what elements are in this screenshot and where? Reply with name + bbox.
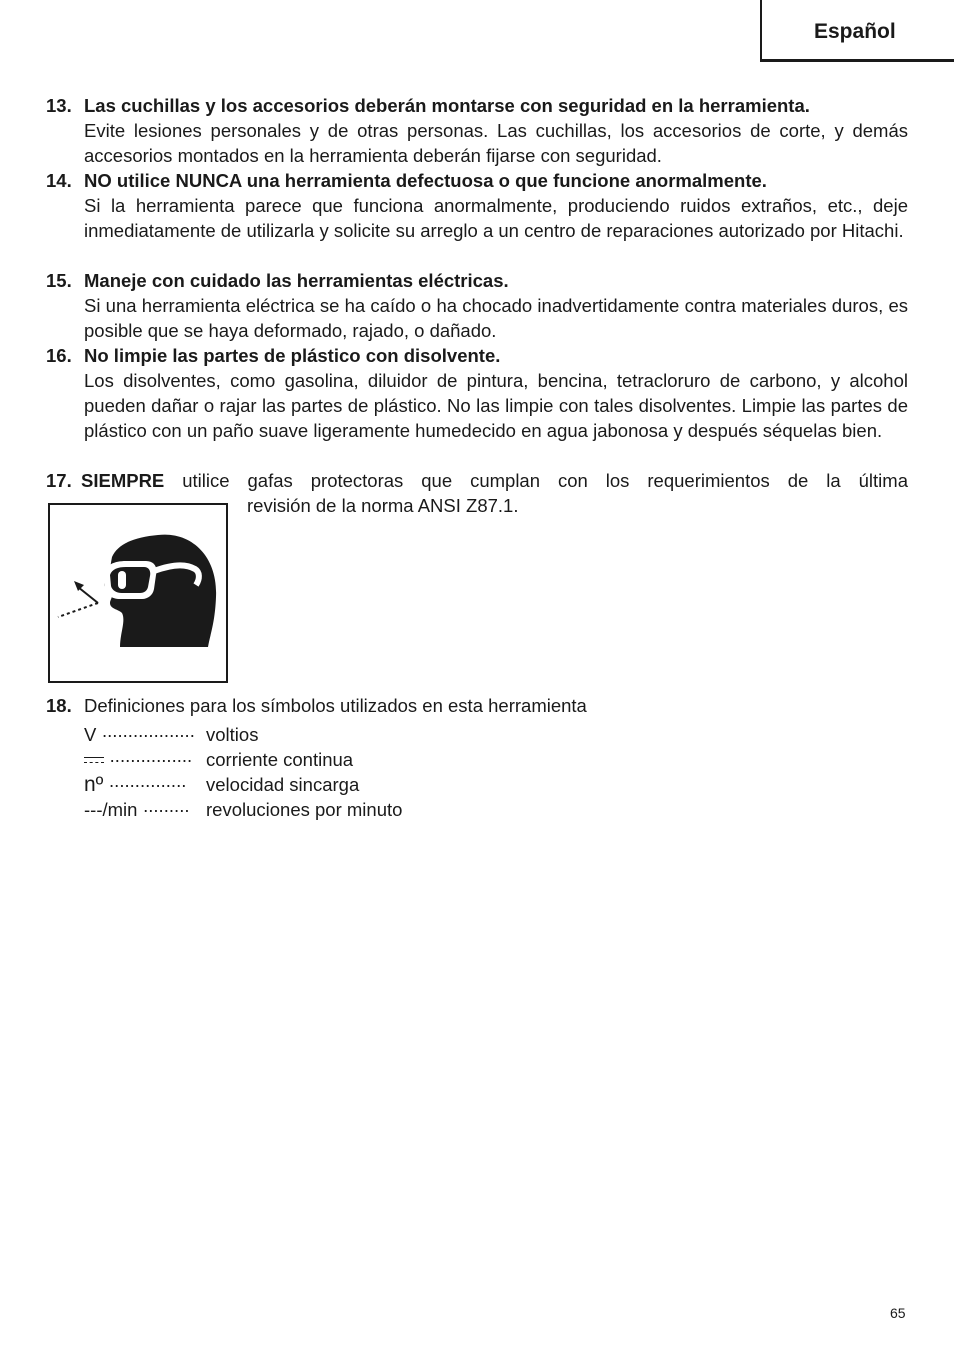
symbol-meaning: voltios <box>206 724 259 745</box>
item-title: Maneje con cuidado las herramientas eléctricas. <box>84 270 509 291</box>
safety-goggles-icon <box>48 503 228 683</box>
item-number: 16. <box>46 345 72 366</box>
item-number: 13. <box>46 95 72 116</box>
item-title: Las cuchillas y los accesorios deberán montarse con seguridad en la herramienta. <box>84 95 810 116</box>
symbol-meaning: corriente continua <box>206 749 354 770</box>
leader-dots: ··············· <box>108 774 186 795</box>
leader-dots: ················ <box>109 749 192 770</box>
item-title: NO utilice NUNCA una herramienta defectuosa o que funcione anormalmente. <box>84 170 767 191</box>
instruction-18 <box>46 693 908 718</box>
instruction-14 <box>46 168 908 243</box>
item-keyword: SIEMPRE <box>81 470 165 491</box>
leader-dots: ·················· <box>101 724 195 745</box>
page-number: 65 <box>890 1305 906 1321</box>
symbol: ---/min <box>84 799 138 820</box>
symbol: nº <box>84 773 104 796</box>
direct-current-icon <box>84 755 104 767</box>
leader-dots: ········· <box>142 799 190 820</box>
symbol-meaning: velocidad sincarga <box>206 774 360 795</box>
instruction-15 <box>46 268 908 343</box>
item-text: Definiciones para los símbolos utilizados en esta herramienta <box>84 695 587 716</box>
item-text: Si una herramienta eléctrica se ha caído o ha chocado inadvertidamente contra materiales duros, es posible que se haya deformado, rajado, o dañado. <box>84 295 908 341</box>
item-text-line1 <box>81 468 908 493</box>
language-tab <box>760 0 954 62</box>
symbol-row-rpm <box>84 797 403 828</box>
item-number: 18. <box>46 695 72 716</box>
item-text: utilice gafas protectoras que cumplan con los requerimientos de la última <box>182 470 908 491</box>
item-text-line2: revisión de la norma ANSI Z87.1. <box>247 495 519 516</box>
symbol-meaning: revoluciones por minuto <box>206 799 403 820</box>
item-title: No limpie las partes de plástico con disolvente. <box>84 345 501 366</box>
instruction-13 <box>46 93 908 168</box>
item-number: 15. <box>46 270 72 291</box>
item-text: Si la herramienta parece que funciona anormalmente, produciendo ruidos extraños, etc., deje inmediatamente de utilizarla y solicite su arreglo a un centro de reparaciones autorizado por Hitachi. <box>84 195 908 241</box>
item-number: 17. <box>46 470 72 491</box>
symbol: V <box>84 724 97 745</box>
language-label: Español <box>814 20 896 43</box>
item-text: Los disolventes, como gasolina, diluidor de pintura, bencina, tetracloruro de carbono, y alcohol pueden dañar o rajar las partes de plástico. No las limpie con tales disolventes. Limpie las partes de plástico con un paño suave ligeramente humedecido en agua jabonosa y después séquelas bien. <box>84 370 908 441</box>
item-text: Evite lesiones personales y de otras personas. Las cuchillas, los accesorios de corte, y demás accesorios montados en la herramienta deberán fijarse con seguridad. <box>84 120 908 166</box>
instruction-16 <box>46 343 908 443</box>
item-number: 14. <box>46 170 72 191</box>
